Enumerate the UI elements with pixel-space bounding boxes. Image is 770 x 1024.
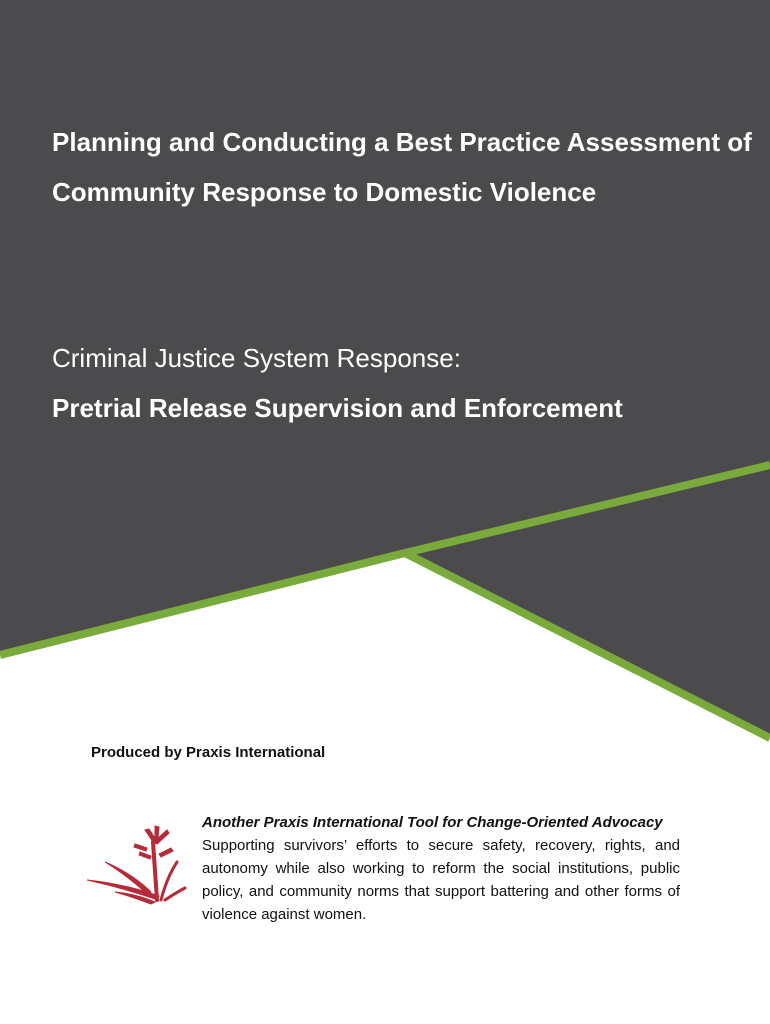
subtitle-section-label: Criminal Justice System Response: — [52, 343, 461, 373]
tool-title: Another Praxis International Tool for Change-Oriented Advocacy — [202, 814, 663, 831]
subtitle-topic: Pretrial Release Supervision and Enforcement — [52, 393, 623, 423]
produced-by-label: Produced by Praxis International — [91, 744, 326, 761]
document-title: Planning and Conducting a Best Practice Assessment of Community Response to Domestic Violence — [52, 127, 752, 207]
praxis-plant-icon — [85, 822, 200, 907]
document-subtitle — [52, 333, 752, 433]
tool-description: Supporting survivors’ efforts to secure safety, recovery, rights, and autonomy while also working to reform the social institutions, public policy, and community norms that support battering and other forms of violence against women. — [202, 837, 680, 923]
tool-description-block — [202, 811, 680, 926]
